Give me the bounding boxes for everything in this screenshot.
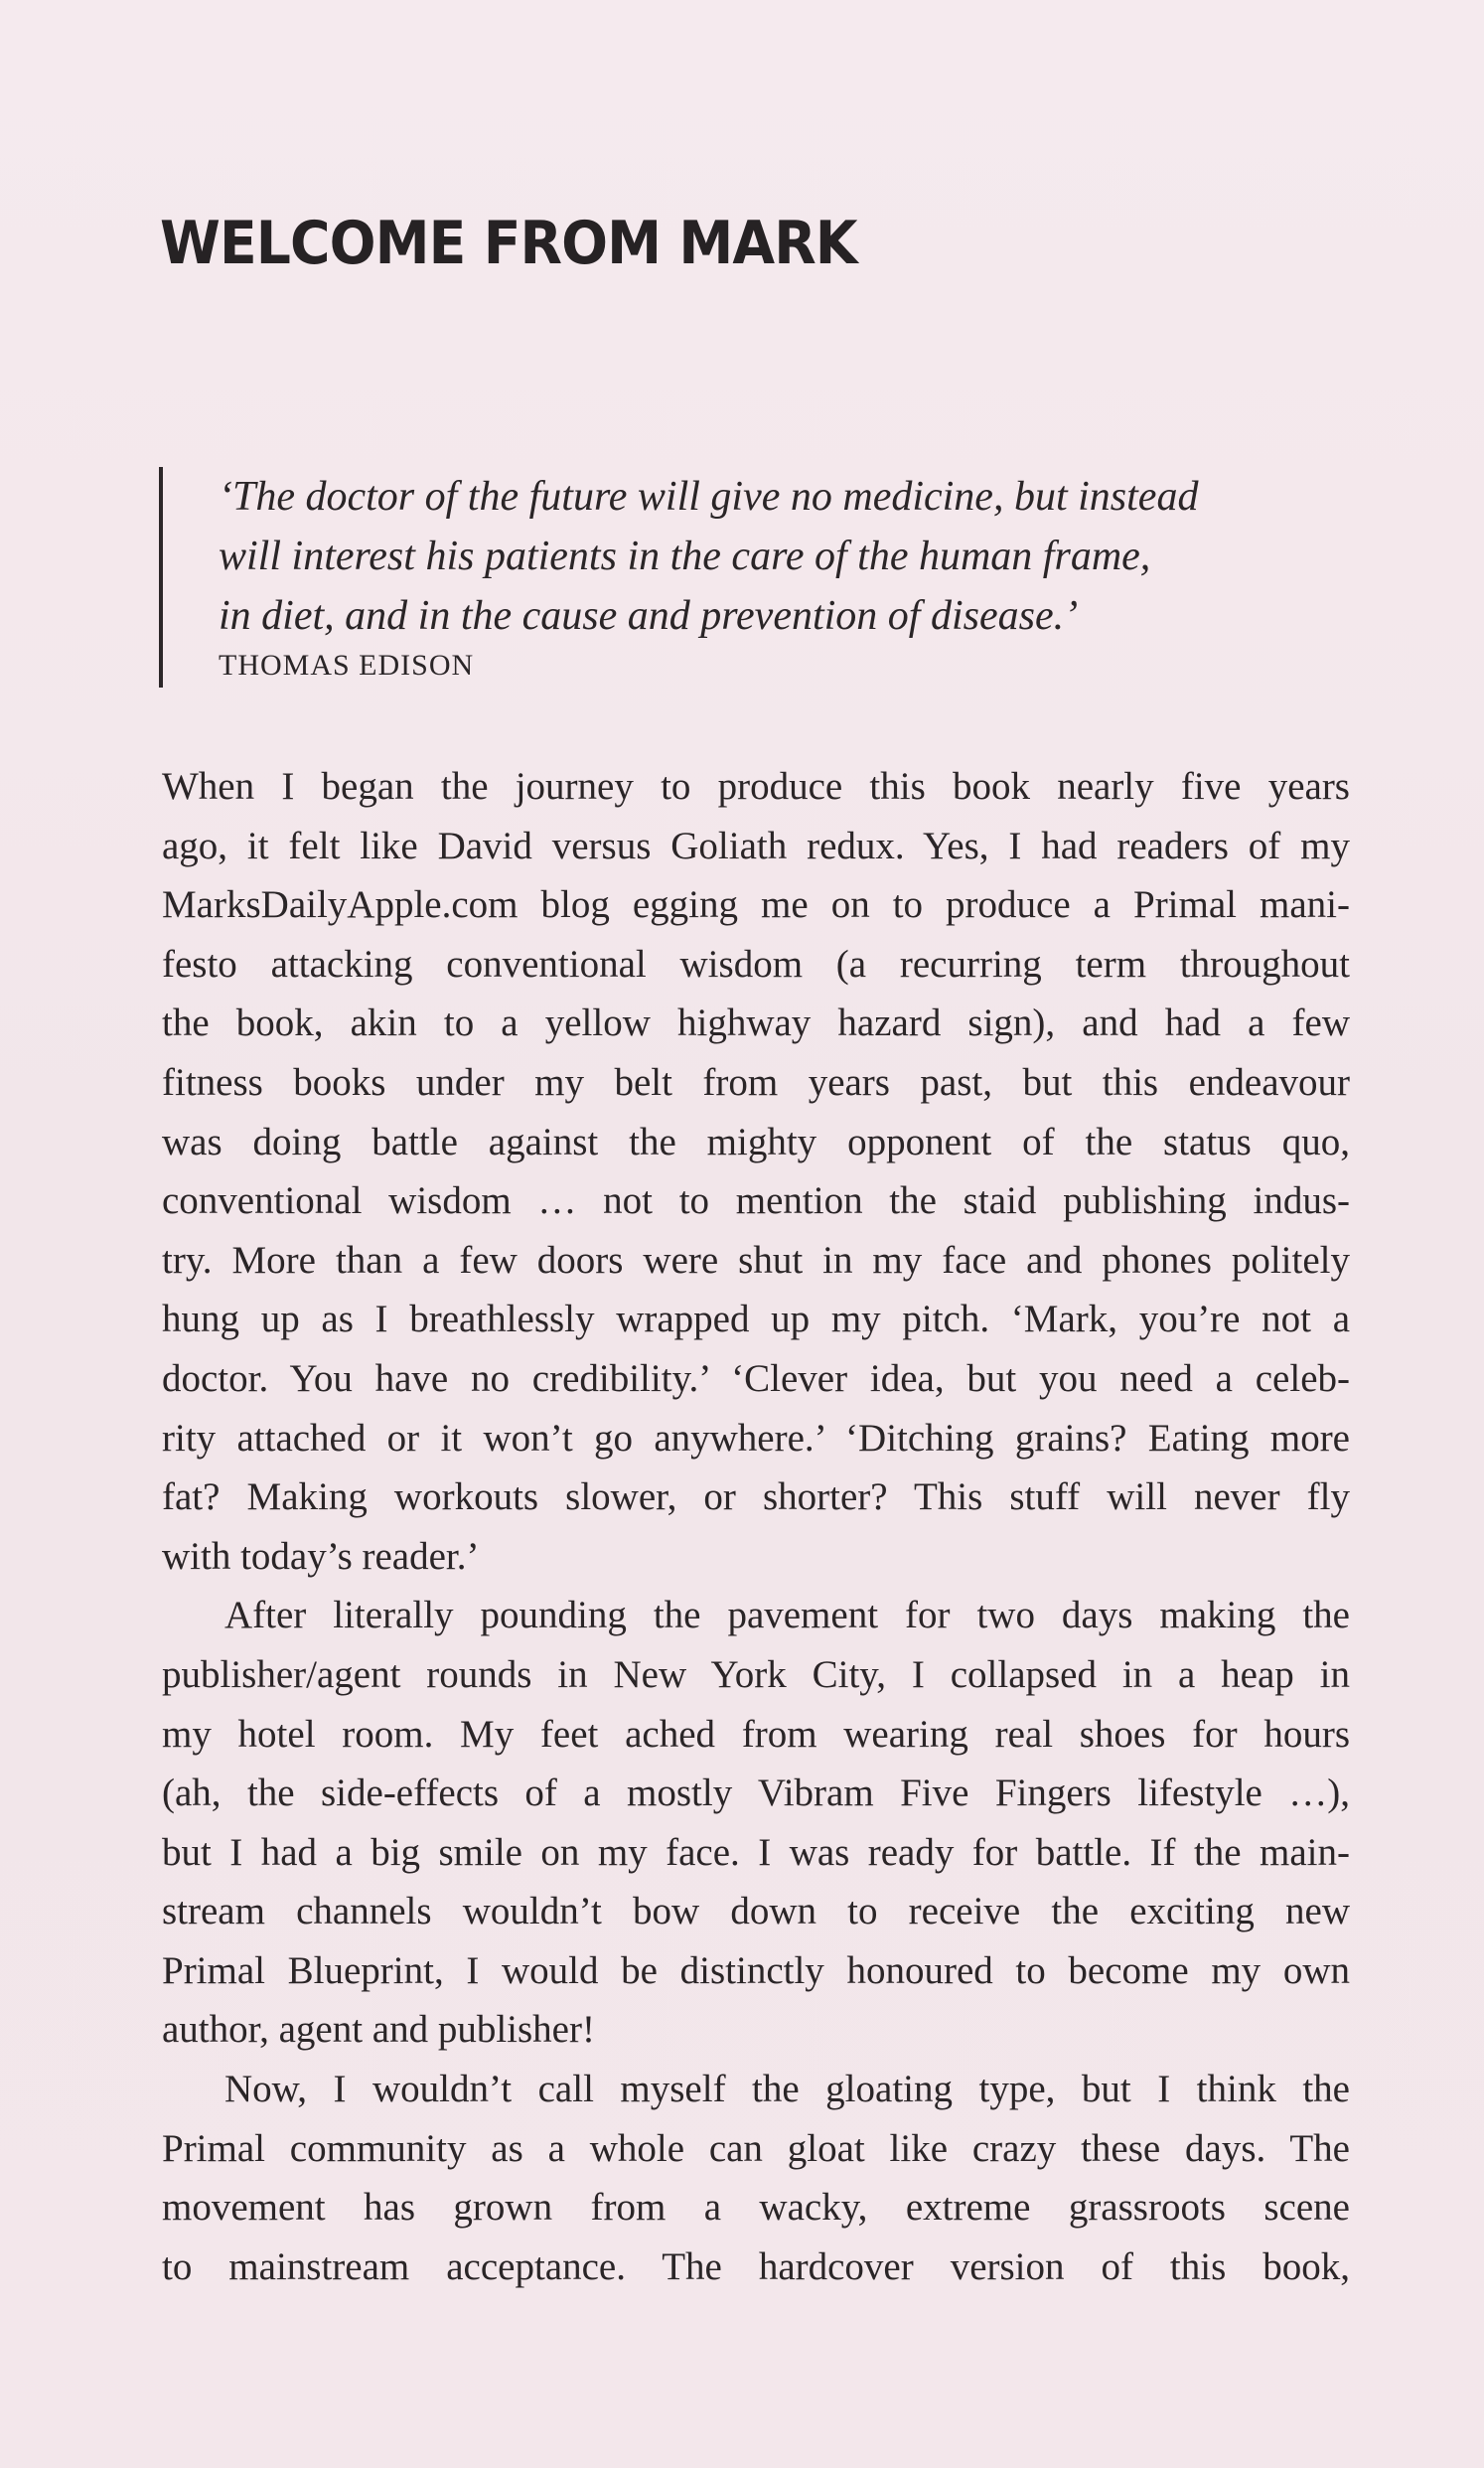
text-line: movement has grown from a wacky, extreme grassroots scene — [162, 2186, 1350, 2230]
text-line: fat? Making workouts slower, or shorter? This stuff will never fly — [162, 1475, 1350, 1519]
text-line: my hotel room. My feet ached from wearing real shoes for hours — [162, 1712, 1350, 1756]
text-line: ago, it felt like David versus Goliath redux. Yes, I had readers of my — [162, 824, 1350, 867]
text-line: stream channels wouldn’t bow down to receive the exciting new — [162, 1890, 1350, 1933]
text-line: festo attacking conventional wisdom (a recurring term throughout — [162, 942, 1350, 986]
epigraph-line: in diet, and in the cause and prevention of disease.’ — [219, 593, 1079, 639]
text-line: doctor. You have no credibility.’ ‘Clever idea, but you need a celeb- — [162, 1356, 1350, 1400]
text-line: (ah, the side-effects of a mostly Vibram Five Fingers lifestyle …), — [162, 1772, 1350, 1815]
text-line: Primal Blueprint, I would be distinctly honoured to become my own — [162, 1948, 1350, 1992]
text-line: the book, akin to a yellow highway hazard sign), and had a few — [162, 1002, 1350, 1045]
epigraph-line: will interest his patients in the care of the human frame, — [219, 534, 1151, 579]
text-line: but I had a big smile on my face. I was ready for battle. If the main- — [162, 1830, 1350, 1874]
text-line: fitness books under my belt from years past, but this endeavour — [162, 1060, 1350, 1104]
body-text — [162, 757, 1350, 2296]
text-line: conventional wisdom … not to mention the staid publishing indus- — [162, 1179, 1350, 1223]
text-line: When I began the journey to produce this book nearly five years — [162, 765, 1350, 808]
text-line: MarksDailyApple.com blog egging me on to produce a Primal mani- — [162, 883, 1350, 927]
chapter-heading: WELCOME FROM MARK — [160, 209, 857, 278]
text-line: After literally pounding the pavement for two days making the — [224, 1594, 1350, 1637]
epigraph-quote — [219, 467, 1391, 646]
epigraph — [159, 467, 1355, 688]
text-line: Now, I wouldn’t call myself the gloating type, but I think the — [224, 2068, 1350, 2111]
epigraph-author: THOMAS EDISON — [219, 649, 475, 682]
text-line: publisher/agent rounds in New York City, I collapsed in a heap in — [162, 1652, 1350, 1696]
epigraph-line: ‘The doctor of the future will give no medicine, but instead — [219, 474, 1199, 520]
text-line: author, agent and publisher! — [162, 2008, 595, 2052]
text-line: hung up as I breathlessly wrapped up my pitch. ‘Mark, you’re not a — [162, 1298, 1350, 1341]
text-line: with today’s reader.’ — [162, 1534, 480, 1578]
text-line: try. More than a few doors were shut in my face and phones politely — [162, 1238, 1350, 1282]
text-line: Primal community as a whole can gloat like crazy these days. The — [162, 2126, 1350, 2170]
text-line: was doing battle against the mighty opponent of the status quo, — [162, 1120, 1350, 1163]
text-line: rity attached or it won’t go anywhere.’ ‘Ditching grains? Eating more — [162, 1416, 1350, 1460]
text-line: to mainstream acceptance. The hardcover version of this book, — [162, 2244, 1350, 2288]
